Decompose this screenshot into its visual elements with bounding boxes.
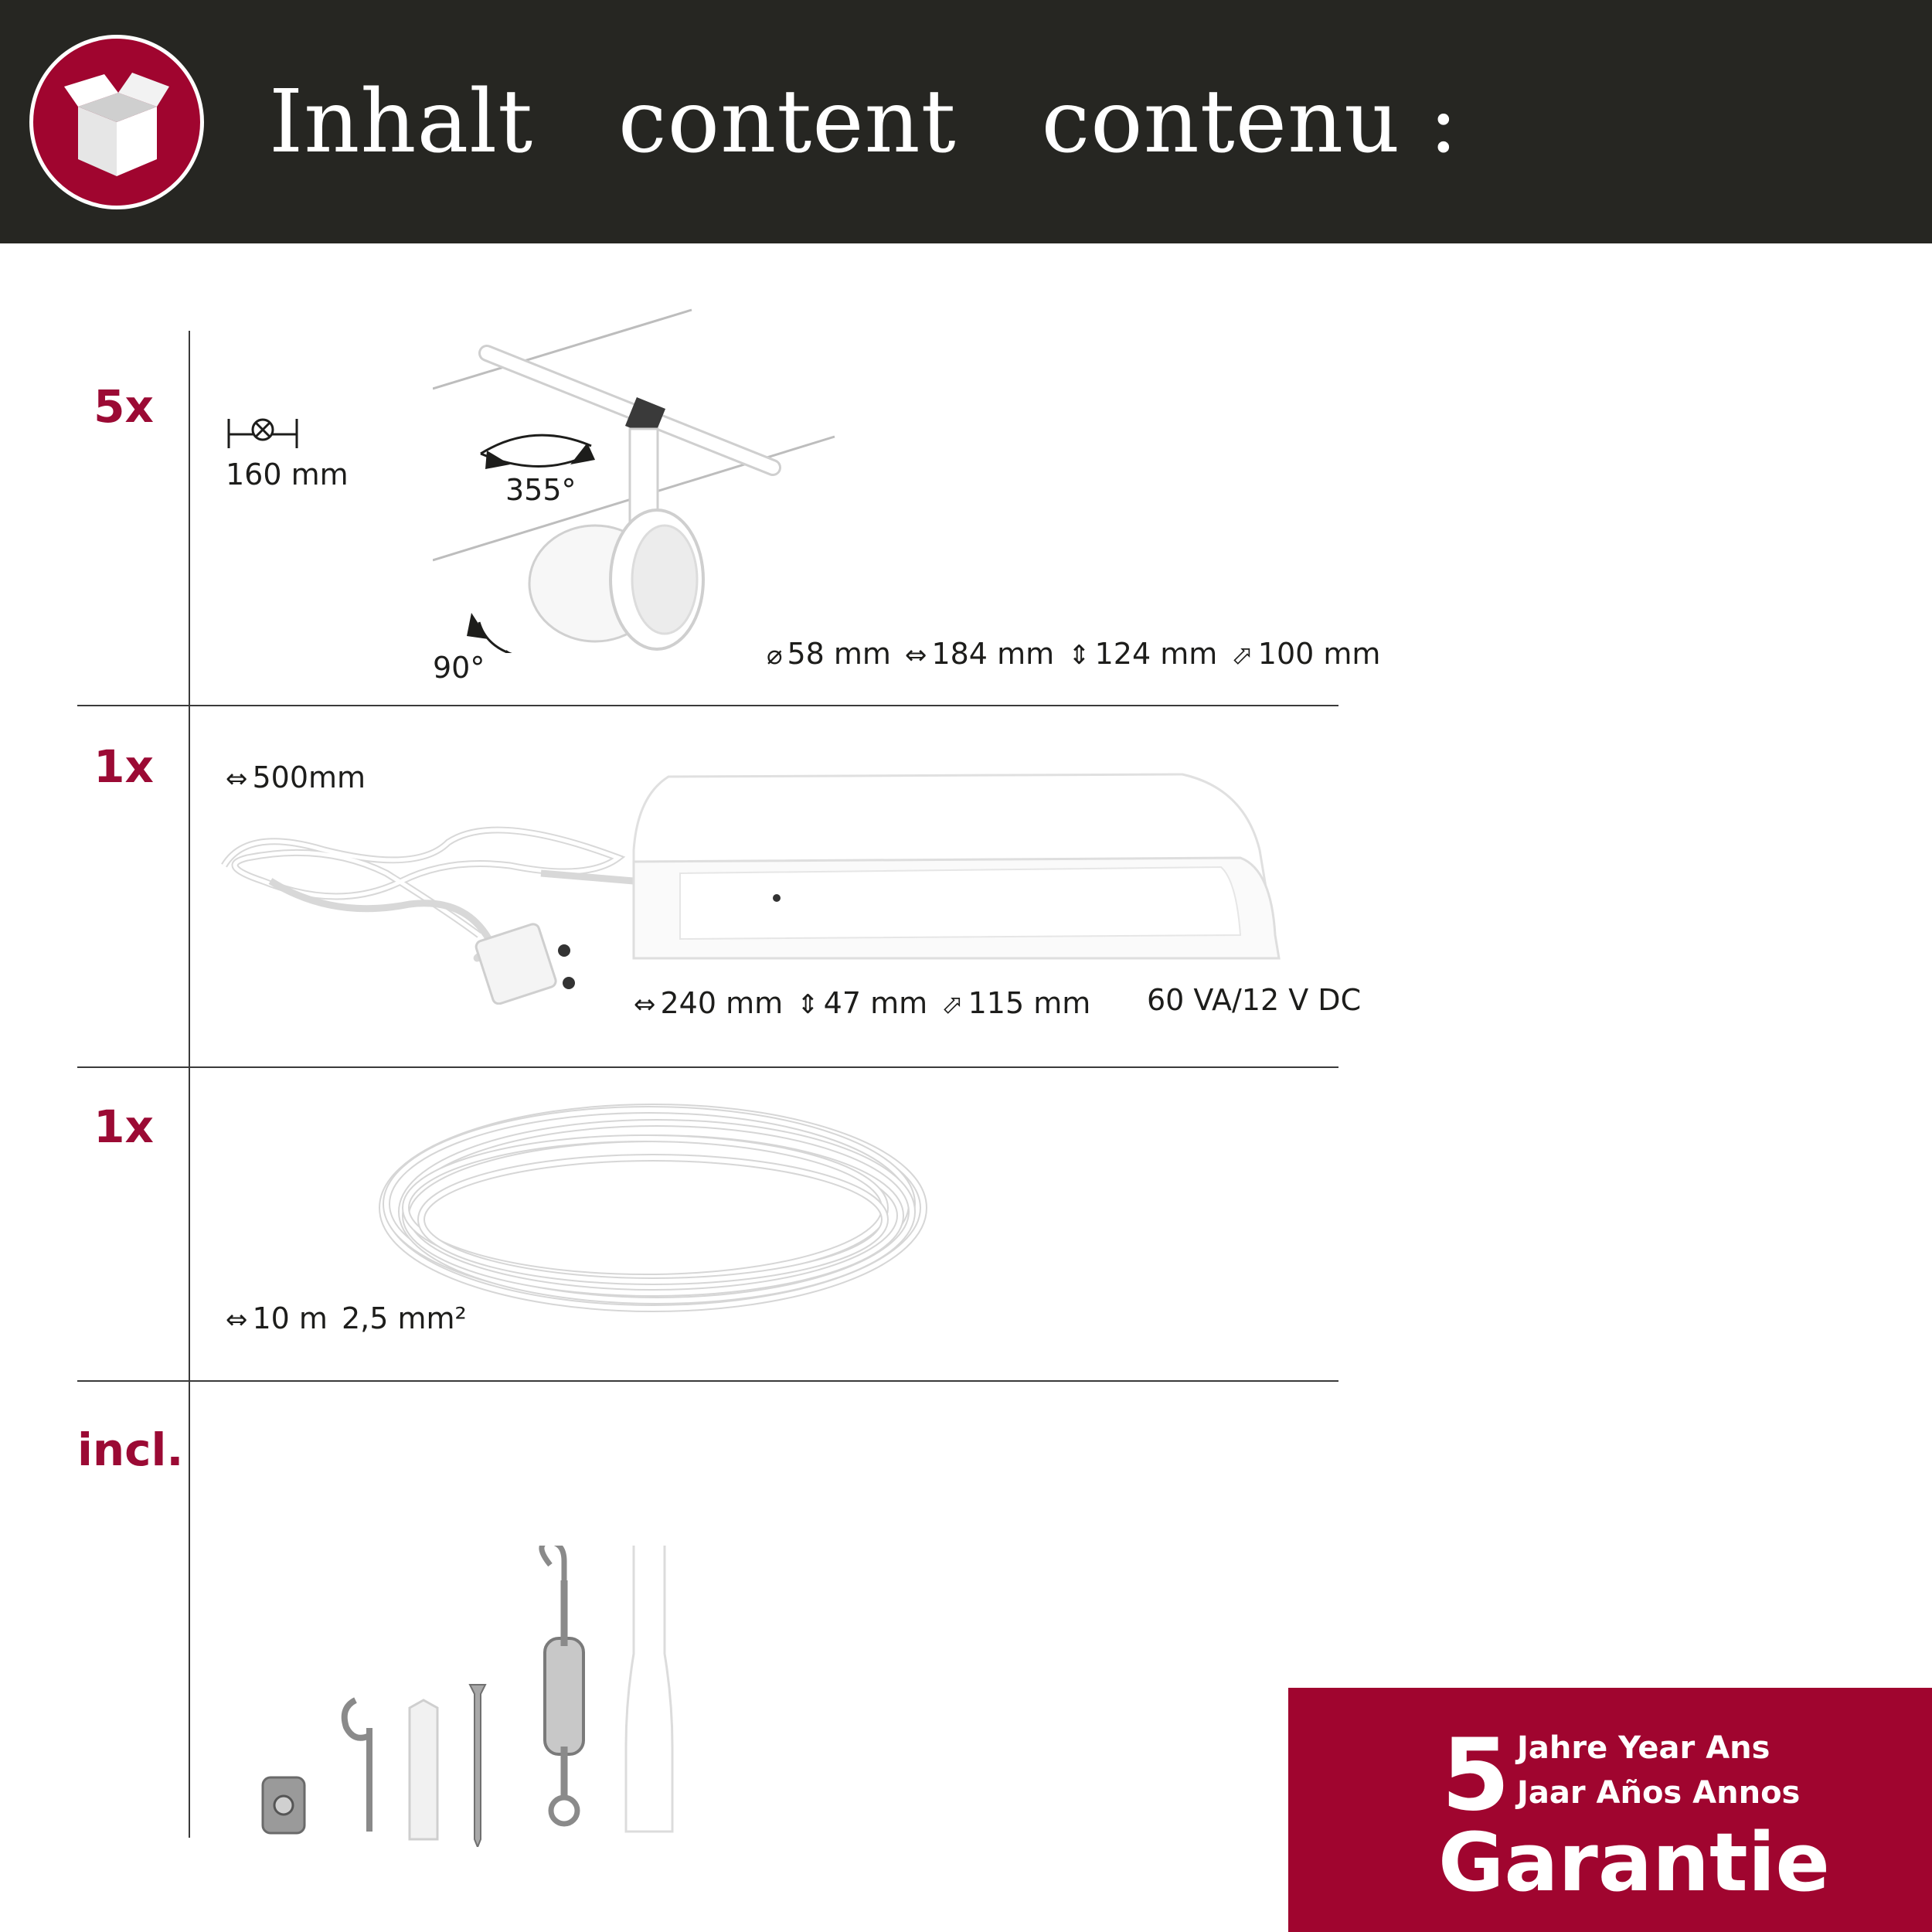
width-icon: ⇔ bbox=[226, 1304, 248, 1335]
guarantee-label: Garantie bbox=[1438, 1815, 1830, 1910]
box-icon bbox=[29, 35, 204, 209]
guarantee-years: 5 bbox=[1441, 1718, 1511, 1833]
width-value: 240 mm bbox=[660, 986, 784, 1020]
quantity-label: 1x bbox=[94, 1100, 154, 1153]
depth-icon: ⬀ bbox=[1231, 640, 1253, 671]
header-bar bbox=[0, 0, 1932, 243]
quantity-label: 1x bbox=[94, 740, 154, 793]
column-divider bbox=[189, 331, 190, 1838]
depth-icon: ⬀ bbox=[941, 989, 964, 1020]
spacing-label: 160 mm bbox=[226, 457, 349, 492]
width-value: 184 mm bbox=[931, 637, 1055, 671]
power-rating: 60 VA/12 V DC bbox=[1147, 983, 1362, 1017]
height-icon: ⇕ bbox=[1068, 640, 1090, 671]
height-icon: ⇕ bbox=[797, 989, 819, 1020]
guarantee-line-2: Jaar Años Annos bbox=[1517, 1775, 1801, 1811]
width-icon: ⇔ bbox=[226, 764, 248, 794]
transformer-dimensions bbox=[634, 986, 1090, 1020]
row-divider bbox=[77, 705, 1338, 706]
depth-value: 115 mm bbox=[968, 986, 1091, 1020]
diameter-value: 58 mm bbox=[787, 637, 891, 671]
cable-length-value: 500mm bbox=[252, 760, 366, 794]
guarantee-badge bbox=[1288, 1688, 1932, 1932]
row-divider bbox=[77, 1380, 1338, 1382]
diameter-icon: ⌀ bbox=[767, 640, 783, 671]
tilt-angle: 90° bbox=[433, 651, 485, 685]
spacing-icon bbox=[226, 414, 311, 453]
quantity-label: incl. bbox=[77, 1423, 184, 1476]
cable-spec bbox=[226, 1301, 467, 1335]
accessories-illustration bbox=[255, 1546, 719, 1847]
transformer-illustration bbox=[216, 765, 1298, 1005]
page-title: Inhalt content contenu : bbox=[269, 72, 1459, 172]
row-divider bbox=[77, 1066, 1338, 1068]
cable-length-value: 10 m bbox=[252, 1301, 328, 1335]
width-icon: ⇔ bbox=[904, 640, 927, 671]
guarantee-line-1: Jahre Year Ans bbox=[1517, 1730, 1770, 1766]
height-value: 124 mm bbox=[1094, 637, 1218, 671]
depth-value: 100 mm bbox=[1257, 637, 1381, 671]
cable-coil-illustration bbox=[375, 1096, 931, 1320]
rotation-angle: 355° bbox=[505, 473, 577, 507]
spotlight-dimensions bbox=[767, 637, 1380, 671]
width-icon: ⇔ bbox=[634, 989, 656, 1020]
spotlight-illustration bbox=[433, 305, 850, 653]
cross-section-value: 2,5 mm² bbox=[341, 1301, 467, 1335]
height-value: 47 mm bbox=[823, 986, 928, 1020]
quantity-label: 5x bbox=[94, 380, 154, 433]
